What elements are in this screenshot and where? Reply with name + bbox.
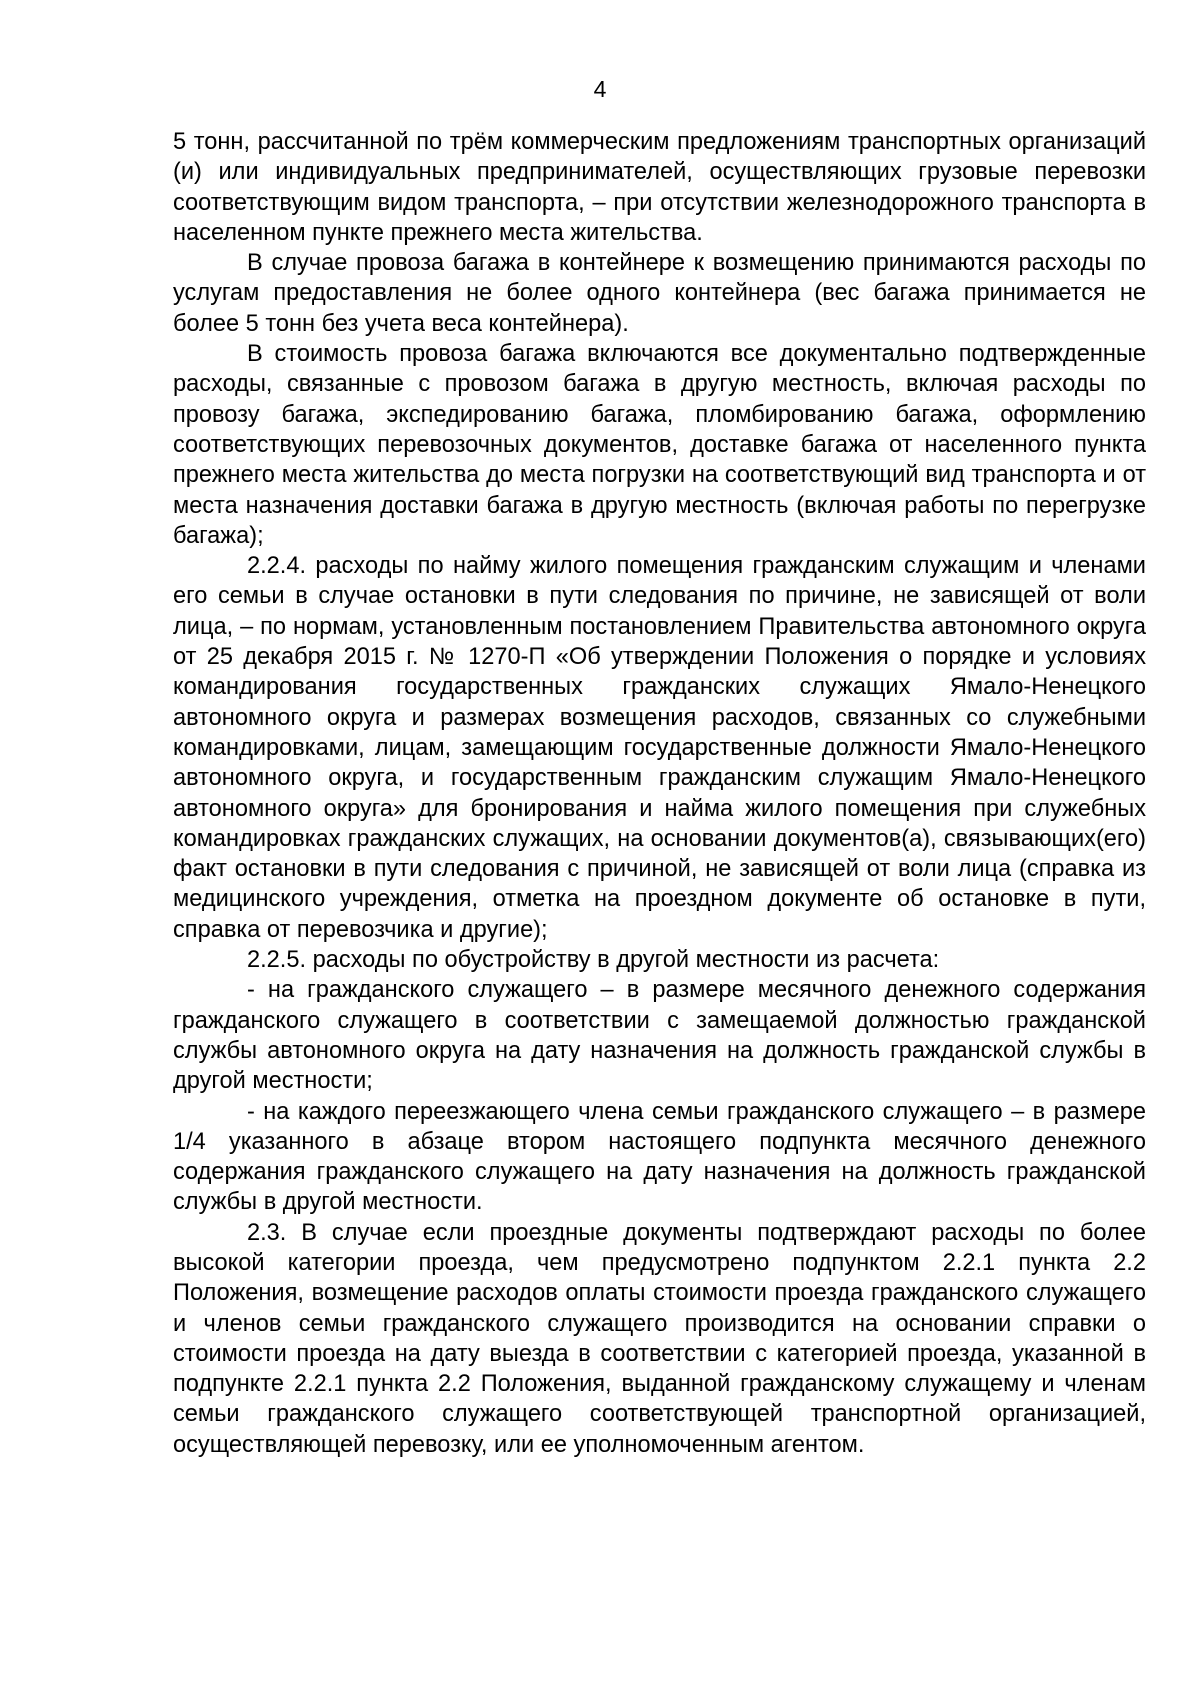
paragraph-servant-allowance: - на гражданского служащего – в размере месячного денежного содержания гражданского служащего в соответствии с замещаемой должностью гражданской службы автономного округа на дату назначения на должность гражданской службы в другой местности; bbox=[173, 977, 1146, 1095]
paragraph-baggage-weight-continuation: 5 тонн, рассчитанной по трём коммерческим предложениям транспортных организаций (и) или индивидуальных предпринимателей, осуществляющих грузовые перевозки соответствующим видом транспорта, – при отсутствии железнодорожного транспорта в населенном пункте прежнего места жительства. bbox=[173, 129, 1146, 246]
page-number: 4 bbox=[593, 76, 607, 102]
document-body bbox=[173, 127, 1146, 1460]
paragraph-2-3-higher-category: 2.3. В случае если проездные документы подтверждают расходы по более высокой категории проезда, чем предусмотрено подпунктом 2.2.1 пункта 2.2 Положения, возмещение расходов оплаты стоимости проезда гражданского служащего и членов семьи гражданского служащего производится на основании справки о стоимости проезда на дату выезда в соответствии с категорией проезда, указанной в подпункте 2.2.1 пункта 2.2 Положения, выданной гражданскому служащему и членам семьи гражданского служащего соответствующей транспортной организацией, осуществляющей перевозку, или ее уполномоченным агентом. bbox=[173, 1219, 1146, 1458]
paragraph-container-baggage: В случае провоза багажа в контейнере к возмещению принимаются расходы по услугам предоставления не более одного контейнера (вес багажа принимается не более 5 тонн без учета веса контейнера). bbox=[173, 250, 1146, 337]
paragraph-family-member-allowance: - на каждого переезжающего члена семьи гражданского служащего – в размере 1/4 указанного в абзаце втором настоящего подпункта месячного денежного содержания гражданского служащего на дату назначения на должность гражданской службы в другой местности. bbox=[173, 1098, 1146, 1216]
paragraph-2-2-4-housing-expenses: 2.2.4. расходы по найму жилого помещения гражданским служащим и членами его семьи в случае остановки в пути следования по причине, не зависящей от воли лица, – по нормам, установленным постановлением Правительства автономного округа от 25 декабря 2015 г. № 1270-П «Об утверждении Положения о порядке и условиях командирования государственных гражданских служащих Ямало-Ненецкого автономного округа и размерах возмещения расходов, связанных со служебными командировками, лицам, замещающим государственные должности Ямало-Ненецкого автономного округа, и государственным гражданским служащим Ямало-Ненецкого автономного округа» для бронирования и найма жилого помещения при служебных командировках гражданских служащих, на основании документов(а), связывающих(его) факт остановки в пути следования с причиной, не зависящей от воли лица (справка из медицинского учреждения, отметка на проездном документе об остановке в пути, справка от перевозчика и другие); bbox=[173, 553, 1146, 943]
paragraph-baggage-cost-included: В стоимость провоза багажа включаются все документально подтвержденные расходы, связанные с провозом багажа в другую местность, включая расходы по провозу багажа, экспедированию багажа, пломбированию багажа, оформлению соответствующих перевозочных документов, доставке багажа от населенного пункта прежнего места жительства до места погрузки на соответствующий вид транспорта и от места назначения доставки багажа в другую местность (включая работы по перегрузке багажа); bbox=[173, 341, 1146, 549]
paragraph-2-2-5-settlement-expenses: 2.2.5. расходы по обустройству в другой местности из расчета: bbox=[247, 947, 940, 974]
